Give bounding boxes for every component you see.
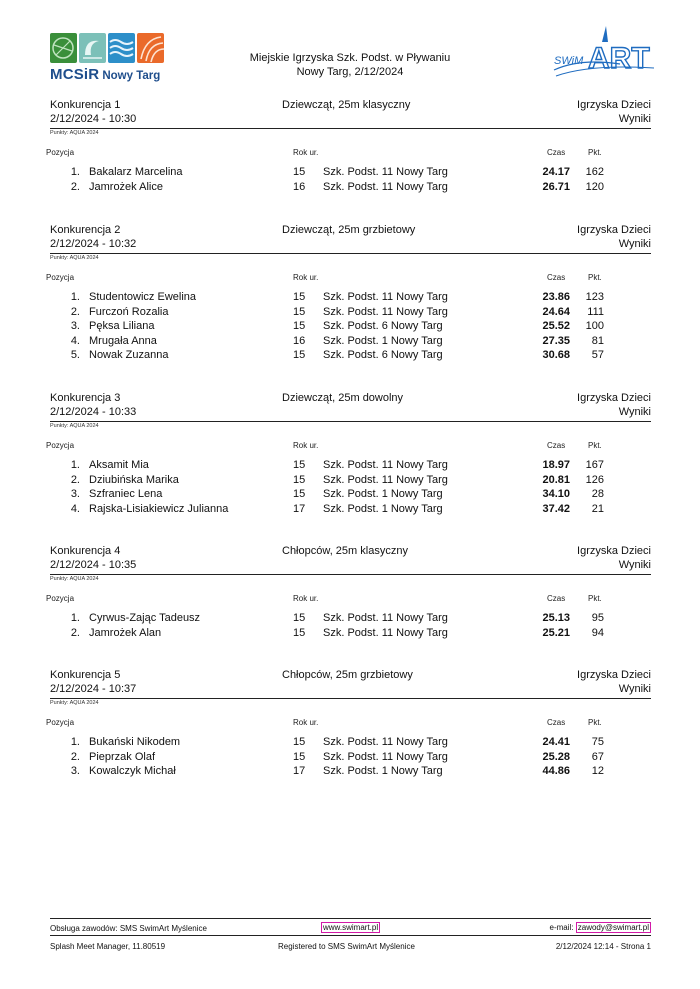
event-type: Wyniki xyxy=(618,406,651,418)
stripes-tile xyxy=(137,33,164,63)
swimmer-name: Pęksa Liliana xyxy=(89,320,155,333)
birth-year: 15 xyxy=(293,626,306,639)
swim-time: 24.64 xyxy=(542,305,570,318)
event-datetime: 2/12/2024 - 10:33 xyxy=(50,406,137,418)
event-name: Dziewcząt, 25m grzbietowy xyxy=(282,224,416,236)
points: 162 xyxy=(585,166,604,178)
club-name: Szk. Podst. 11 Nowy Targ xyxy=(323,459,448,471)
email-label: e-mail: xyxy=(549,923,574,932)
points-note: Punkty: AQUA 2024 xyxy=(50,576,99,582)
result-row xyxy=(50,736,651,751)
swim-time: 25.13 xyxy=(542,612,570,624)
points: 57 xyxy=(591,349,604,362)
event-datetime: 2/12/2024 - 10:37 xyxy=(50,683,137,695)
logo-text xyxy=(50,66,175,84)
swimmer-name: Szfraniec Lena xyxy=(89,488,163,501)
club-name: Szk. Podst. 1 Nowy Targ xyxy=(323,502,443,515)
club-name: Szk. Podst. 6 Nowy Targ xyxy=(323,320,443,333)
result-row xyxy=(50,306,651,321)
footer-software: Splash Meet Manager, 11.80519 xyxy=(50,942,166,951)
result-row xyxy=(50,291,651,306)
col-year-header: Rok ur. xyxy=(293,273,319,282)
col-time-header: Czas xyxy=(547,273,566,282)
logo-subtitle: Nowy Targ xyxy=(102,70,161,82)
col-points-header: Pkt. xyxy=(588,273,602,282)
swimmer-name: Jamrożek Alan xyxy=(89,626,162,639)
points: 28 xyxy=(591,488,604,501)
birth-year: 15 xyxy=(293,305,306,318)
place: 5. xyxy=(70,349,80,362)
swim-time: 26.71 xyxy=(542,180,570,193)
result-row xyxy=(50,459,651,474)
club-name: Szk. Podst. 1 Nowy Targ xyxy=(323,334,443,347)
col-place-header: Pozycja xyxy=(46,594,75,603)
points: 95 xyxy=(591,612,604,624)
points-note: Punkty: AQUA 2024 xyxy=(50,700,99,706)
event-datetime: 2/12/2024 - 10:30 xyxy=(50,113,137,125)
birth-year: 15 xyxy=(293,349,306,362)
points-note: Punkty: AQUA 2024 xyxy=(50,130,99,136)
swim-time: 25.52 xyxy=(542,320,570,333)
place: 1. xyxy=(70,736,80,748)
swimmer-name: Mrugała Anna xyxy=(89,334,157,347)
col-time-header: Czas xyxy=(547,441,566,450)
event-divider xyxy=(50,421,651,422)
footer-email xyxy=(550,923,652,932)
club-name: Szk. Podst. 11 Nowy Targ xyxy=(323,473,448,486)
event-number: Konkurencja 1 xyxy=(50,99,121,111)
points: 126 xyxy=(585,473,604,486)
swimmer-name: Furczoń Rozalia xyxy=(89,305,169,318)
teal-tile xyxy=(79,33,106,63)
result-row xyxy=(50,320,651,335)
swim-time: 44.86 xyxy=(542,765,570,778)
swim-time: 34.10 xyxy=(542,488,570,501)
col-year-header: Rok ur. xyxy=(293,594,319,603)
birth-year: 15 xyxy=(293,612,306,624)
birth-year: 15 xyxy=(293,488,306,501)
place: 1. xyxy=(70,612,80,624)
event-type: Wyniki xyxy=(618,238,651,250)
place: 2. xyxy=(70,473,80,486)
col-place-header: Pozycja xyxy=(46,273,75,282)
col-points-header: Pkt. xyxy=(588,441,602,450)
points: 75 xyxy=(591,736,604,748)
mcsir-logo xyxy=(50,33,175,81)
place: 2. xyxy=(70,180,80,193)
swimmer-name: Cyrwus-Zając Tadeusz xyxy=(89,612,201,624)
event-type: Wyniki xyxy=(618,113,651,125)
club-name: Szk. Podst. 11 Nowy Targ xyxy=(323,166,448,178)
event-number: Konkurencja 2 xyxy=(50,224,121,236)
result-row xyxy=(50,488,651,503)
event-category: Igrzyska Dzieci xyxy=(577,392,651,404)
col-place-header: Pozycja xyxy=(46,441,75,450)
place: 2. xyxy=(70,750,80,763)
points: 123 xyxy=(585,291,604,303)
col-place-header: Pozycja xyxy=(46,148,75,157)
place: 3. xyxy=(70,488,80,501)
club-name: Szk. Podst. 11 Nowy Targ xyxy=(323,305,448,318)
result-row xyxy=(50,765,651,780)
col-year-header: Rok ur. xyxy=(293,718,319,727)
swim-time: 25.21 xyxy=(542,626,570,639)
website-link[interactable]: www.swimart.pl xyxy=(323,923,379,932)
event-datetime: 2/12/2024 - 10:32 xyxy=(50,238,137,250)
event-category: Igrzyska Dzieci xyxy=(577,669,651,681)
logo-tiles xyxy=(50,33,175,63)
points: 67 xyxy=(591,750,604,763)
points-note: Punkty: AQUA 2024 xyxy=(50,423,99,429)
footer-service: Obsługa zawodów: SMS SwimArt Myślenice xyxy=(50,924,207,933)
club-name: Szk. Podst. 11 Nowy Targ xyxy=(323,612,448,624)
swimmer-name: Pieprzak Olaf xyxy=(89,750,156,763)
event-number: Konkurencja 4 xyxy=(50,545,121,557)
swim-time: 23.86 xyxy=(542,291,570,303)
event-datetime: 2/12/2024 - 10:35 xyxy=(50,559,137,571)
swim-time: 27.35 xyxy=(542,334,570,347)
col-year-header: Rok ur. xyxy=(293,148,319,157)
event-type: Wyniki xyxy=(618,683,651,695)
birth-year: 17 xyxy=(293,765,306,778)
birth-year: 15 xyxy=(293,750,306,763)
col-place-header: Pozycja xyxy=(46,718,75,727)
event-divider xyxy=(50,253,651,254)
club-name: Szk. Podst. 11 Nowy Targ xyxy=(323,291,448,303)
event-name: Chłopców, 25m klasyczny xyxy=(282,545,408,557)
footer-printed: 2/12/2024 12:14 - Strona 1 xyxy=(555,942,651,951)
place: 4. xyxy=(70,502,80,515)
logo-name: MCSiR xyxy=(50,66,100,83)
event-category: Igrzyska Dzieci xyxy=(577,545,651,557)
swimmer-name: Rajska-Lisiakiewicz Julianna xyxy=(89,502,229,515)
event-category: Igrzyska Dzieci xyxy=(577,224,651,236)
col-time-header: Czas xyxy=(547,594,566,603)
col-points-header: Pkt. xyxy=(588,148,602,157)
points: 100 xyxy=(585,320,604,333)
place: 3. xyxy=(70,320,80,333)
birth-year: 15 xyxy=(293,473,306,486)
footer-website[interactable] xyxy=(321,923,380,932)
club-name: Szk. Podst. 11 Nowy Targ xyxy=(323,180,448,193)
meet-header xyxy=(200,51,500,79)
place: 2. xyxy=(70,305,80,318)
result-row xyxy=(50,349,651,364)
swimmer-name: Aksamit Mia xyxy=(89,459,149,471)
points: 12 xyxy=(591,765,604,778)
swimmer-name: Dziubińska Marika xyxy=(89,473,179,486)
points-note: Punkty: AQUA 2024 xyxy=(50,255,99,261)
swim-time: 18.97 xyxy=(542,459,570,471)
result-row xyxy=(50,335,651,350)
points: 21 xyxy=(591,502,604,515)
event-category: Igrzyska Dzieci xyxy=(577,99,651,111)
birth-year: 17 xyxy=(293,502,306,515)
points: 120 xyxy=(585,180,604,193)
email-link[interactable]: zawody@swimart.pl xyxy=(577,923,649,932)
event-name: Dziewcząt, 25m dowolny xyxy=(282,392,404,404)
footer-divider-bottom xyxy=(50,935,651,936)
result-row xyxy=(50,166,651,181)
birth-year: 15 xyxy=(293,736,306,748)
swim-time: 37.42 xyxy=(542,502,570,515)
art-logo-text: ART xyxy=(588,42,650,75)
swim-time: 24.41 xyxy=(542,736,570,748)
points: 94 xyxy=(591,626,604,639)
club-name: Szk. Podst. 11 Nowy Targ xyxy=(323,750,448,763)
col-points-header: Pkt. xyxy=(588,718,602,727)
col-year-header: Rok ur. xyxy=(293,441,319,450)
place: 1. xyxy=(70,166,80,178)
birth-year: 15 xyxy=(293,166,306,178)
col-time-header: Czas xyxy=(547,718,566,727)
result-row xyxy=(50,612,651,627)
birth-year: 15 xyxy=(293,320,306,333)
event-number: Konkurencja 5 xyxy=(50,669,121,681)
birth-year: 16 xyxy=(293,180,306,193)
swim-time: 25.28 xyxy=(542,750,570,763)
swim-time: 30.68 xyxy=(542,349,570,362)
birth-year: 15 xyxy=(293,291,306,303)
footer-registered: Registered to SMS SwimArt Myślenice xyxy=(278,942,415,951)
event-divider xyxy=(50,128,651,129)
result-row xyxy=(50,503,651,518)
place: 1. xyxy=(70,459,80,471)
footer-divider-top xyxy=(50,918,651,919)
place: 4. xyxy=(70,334,80,347)
birth-year: 15 xyxy=(293,459,306,471)
club-name: Szk. Podst. 11 Nowy Targ xyxy=(323,626,448,639)
club-name: Szk. Podst. 1 Nowy Targ xyxy=(323,488,443,501)
col-time-header: Czas xyxy=(547,148,566,157)
points: 111 xyxy=(587,305,604,318)
swim-logo-text: SWiM xyxy=(554,55,584,67)
birth-year: 16 xyxy=(293,334,306,347)
green-tile xyxy=(50,33,77,63)
result-row xyxy=(50,751,651,766)
event-name: Chłopców, 25m grzbietowy xyxy=(282,669,413,681)
club-name: Szk. Podst. 6 Nowy Targ xyxy=(323,349,443,362)
swimart-logo xyxy=(550,24,660,79)
event-divider xyxy=(50,698,651,699)
swimmer-name: Kowalczyk Michał xyxy=(89,765,176,778)
result-row xyxy=(50,474,651,489)
col-points-header: Pkt. xyxy=(588,594,602,603)
swimmer-name: Studentowicz Ewelina xyxy=(89,291,197,303)
club-name: Szk. Podst. 1 Nowy Targ xyxy=(323,765,443,778)
place: 3. xyxy=(70,765,80,778)
swim-time: 20.81 xyxy=(542,473,570,486)
club-name: Szk. Podst. 11 Nowy Targ xyxy=(323,736,448,748)
swimmer-name: Bakalarz Marcelina xyxy=(89,166,183,178)
place: 1. xyxy=(70,291,80,303)
swimmer-name: Jamrożek Alice xyxy=(89,180,163,193)
result-row xyxy=(50,181,651,196)
swimmer-name: Nowak Zuzanna xyxy=(89,349,169,362)
swimmer-name: Bukański Nikodem xyxy=(89,736,181,748)
event-number: Konkurencja 3 xyxy=(50,392,121,404)
result-row xyxy=(50,627,651,642)
event-type: Wyniki xyxy=(618,559,651,571)
event-name: Dziewcząt, 25m klasyczny xyxy=(282,99,411,111)
wave-tile xyxy=(108,33,135,63)
event-divider xyxy=(50,574,651,575)
points: 167 xyxy=(585,459,604,471)
meet-title: Miejskie Igrzyska Szk. Podst. w Pływaniu xyxy=(249,52,451,64)
meet-place-date: Nowy Targ, 2/12/2024 xyxy=(296,66,404,78)
place: 2. xyxy=(70,626,80,639)
points: 81 xyxy=(591,334,604,347)
swim-time: 24.17 xyxy=(542,166,570,178)
